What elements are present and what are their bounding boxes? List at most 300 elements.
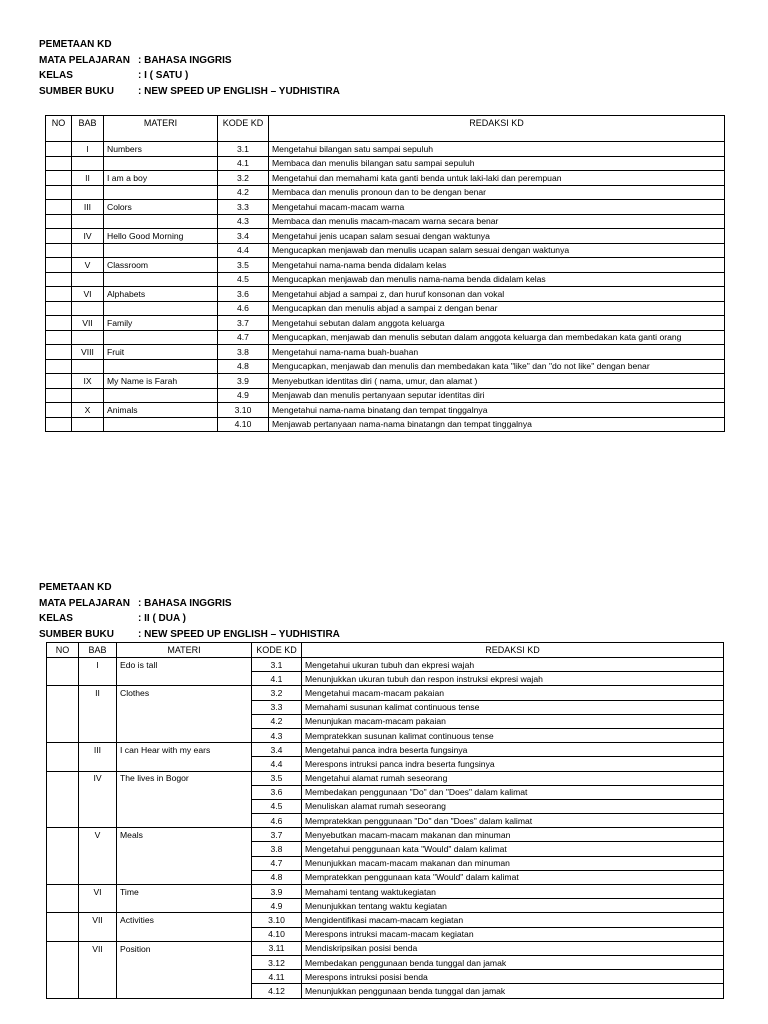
cell-redaksi-kd: Membaca dan menulis macam-macam warna secara benar: [269, 214, 725, 229]
table-row: [47, 984, 724, 998]
cell-no: [47, 941, 79, 955]
cell-redaksi-kd: Mengidentifikasi macam-macam kegiatan: [302, 913, 724, 927]
table-row: [47, 728, 724, 742]
cell-bab: III: [72, 200, 104, 215]
meta-value: : BAHASA INGGRIS: [138, 597, 232, 609]
cell-redaksi-kd: Mengetahui abjad a sampai z, dan huruf konsonan dan vokal: [269, 287, 725, 302]
meta-row-class: [39, 68, 340, 84]
cell-materi: Classroom: [104, 258, 218, 273]
cell-no: [47, 927, 79, 941]
table-row: [46, 330, 725, 345]
cell-materi: [104, 388, 218, 403]
table-row: [47, 757, 724, 771]
cell-no: [47, 743, 79, 757]
table-row: [47, 941, 724, 955]
cell-kode-kd: 3.5: [252, 771, 302, 785]
cell-kode-kd: 4.2: [218, 185, 269, 200]
cell-no: [46, 156, 72, 171]
cell-kode-kd: 3.5: [218, 258, 269, 273]
cell-kode-kd: 3.1: [218, 142, 269, 157]
meta-label: MATA PELAJARAN: [39, 54, 130, 66]
cell-materi: [104, 243, 218, 258]
cell-bab: [72, 243, 104, 258]
cell-no: [46, 287, 72, 302]
table-row: [46, 243, 725, 258]
cell-redaksi-kd: Mengetahui nama-nama binatang dan tempat tinggalnya: [269, 403, 725, 418]
cell-redaksi-kd: Mengucapkan menjawab dan menulis nama-nama benda didalam kelas: [269, 272, 725, 287]
cell-bab: [79, 714, 117, 728]
cell-bab: [79, 955, 117, 969]
cell-materi: [117, 856, 252, 870]
cell-bab: VI: [79, 885, 117, 899]
cell-no: [47, 658, 79, 672]
cell-bab: VII: [72, 316, 104, 331]
cell-bab: [79, 984, 117, 998]
meta-row-class: [39, 611, 340, 627]
cell-materi: [117, 757, 252, 771]
cell-redaksi-kd: Mendiskripsikan posisi benda: [302, 941, 724, 955]
cell-kode-kd: 3.7: [252, 828, 302, 842]
table-row: [47, 799, 724, 813]
cell-bab: [72, 330, 104, 345]
cell-no: [47, 856, 79, 870]
cell-materi: [104, 214, 218, 229]
table-row: [46, 287, 725, 302]
cell-bab: II: [72, 171, 104, 186]
col-header-redaksi-kd: REDAKSI KD: [302, 643, 724, 658]
cell-kode-kd: 4.9: [252, 899, 302, 913]
cell-redaksi-kd: Mengetahui jenis ucapan salam sesuai dengan waktunya: [269, 229, 725, 244]
table-row: [47, 842, 724, 856]
table-row: [47, 672, 724, 686]
cell-redaksi-kd: Menuliskan alamat rumah seseorang: [302, 799, 724, 813]
cell-kode-kd: 3.12: [252, 955, 302, 969]
cell-no: [46, 330, 72, 345]
cell-redaksi-kd: Menyebutkan macam-macam makanan dan minuman: [302, 828, 724, 842]
cell-redaksi-kd: Memahami tentang waktukegiatan: [302, 885, 724, 899]
cell-kode-kd: 3.8: [252, 842, 302, 856]
cell-kode-kd: 4.7: [252, 856, 302, 870]
cell-bab: I: [79, 658, 117, 672]
cell-no: [46, 403, 72, 418]
meta-label: MATA PELAJARAN: [39, 597, 130, 609]
section-2-header: [39, 580, 340, 642]
cell-redaksi-kd: Menunjukkan macam-macam makanan dan minuman: [302, 856, 724, 870]
cell-no: [47, 913, 79, 927]
cell-bab: [72, 417, 104, 432]
cell-bab: [72, 359, 104, 374]
cell-kode-kd: 4.7: [218, 330, 269, 345]
cell-materi: [117, 814, 252, 828]
cell-redaksi-kd: Merespons intruksi panca indra beserta fungsinya: [302, 757, 724, 771]
cell-redaksi-kd: Mempratekkan penggunaan "Do" dan "Does" dalam kalimat: [302, 814, 724, 828]
cell-bab: II: [79, 686, 117, 700]
cell-materi: Position: [117, 941, 252, 955]
cell-bab: VIII: [72, 345, 104, 360]
cell-kode-kd: 4.3: [218, 214, 269, 229]
table-row: [47, 870, 724, 884]
cell-materi: [104, 156, 218, 171]
cell-materi: Numbers: [104, 142, 218, 157]
cell-redaksi-kd: Membaca dan menulis bilangan satu sampai sepuluh: [269, 156, 725, 171]
cell-kode-kd: 4.11: [252, 970, 302, 984]
table-row: [47, 927, 724, 941]
cell-kode-kd: 4.4: [252, 757, 302, 771]
cell-kode-kd: 4.5: [252, 799, 302, 813]
cell-kode-kd: 4.8: [252, 870, 302, 884]
col-header-materi: MATERI: [104, 116, 218, 142]
cell-materi: [117, 984, 252, 998]
cell-materi: Time: [117, 885, 252, 899]
cell-bab: [79, 842, 117, 856]
cell-kode-kd: 4.3: [252, 728, 302, 742]
cell-materi: [104, 330, 218, 345]
cell-materi: [117, 927, 252, 941]
cell-no: [47, 984, 79, 998]
cell-no: [46, 200, 72, 215]
table-row: [46, 214, 725, 229]
cell-redaksi-kd: Mengucapkan dan menulis abjad a sampai z dengan benar: [269, 301, 725, 316]
table-row: [47, 658, 724, 672]
cell-redaksi-kd: Mengetahui nama-nama benda didalam kelas: [269, 258, 725, 273]
cell-redaksi-kd: Mengetahui nama-nama buah-buahan: [269, 345, 725, 360]
meta-value: : NEW SPEED UP ENGLISH – YUDHISTIRA: [138, 85, 340, 97]
col-header-bab: BAB: [72, 116, 104, 142]
cell-no: [46, 345, 72, 360]
cell-no: [47, 686, 79, 700]
cell-bab: IV: [72, 229, 104, 244]
col-header-no: NO: [46, 116, 72, 142]
table-row: [46, 345, 725, 360]
cell-no: [47, 814, 79, 828]
table-body: [46, 142, 725, 432]
cell-no: [46, 388, 72, 403]
meta-label: SUMBER BUKU: [39, 85, 114, 97]
col-header-no: NO: [47, 643, 79, 658]
meta-row-subject: [39, 53, 340, 69]
cell-materi: [104, 185, 218, 200]
kd-table-class-2: [46, 642, 724, 999]
cell-materi: [117, 799, 252, 813]
cell-redaksi-kd: Menunjukan macam-macam pakaian: [302, 714, 724, 728]
cell-kode-kd: 3.4: [252, 743, 302, 757]
cell-bab: [79, 870, 117, 884]
table-header-row: [46, 116, 725, 142]
cell-redaksi-kd: Menjawab pertanyaan nama-nama binatangn dan tempat tinggalnya: [269, 417, 725, 432]
table-body: [47, 658, 724, 999]
cell-materi: Colors: [104, 200, 218, 215]
cell-kode-kd: 4.12: [252, 984, 302, 998]
meta-label: SUMBER BUKU: [39, 628, 114, 640]
cell-bab: IX: [72, 374, 104, 389]
cell-redaksi-kd: Memahami susunan kalimat continuous tense: [302, 700, 724, 714]
table-row: [46, 200, 725, 215]
cell-no: [46, 272, 72, 287]
cell-redaksi-kd: Mengetahui alamat rumah seseorang: [302, 771, 724, 785]
table-row: [47, 856, 724, 870]
cell-materi: Fruit: [104, 345, 218, 360]
cell-kode-kd: 3.3: [252, 700, 302, 714]
cell-redaksi-kd: Menunjukkan tentang waktu kegiatan: [302, 899, 724, 913]
cell-kode-kd: 3.2: [218, 171, 269, 186]
cell-no: [47, 728, 79, 742]
cell-no: [47, 700, 79, 714]
table-row: [46, 171, 725, 186]
table-row: [47, 785, 724, 799]
table-row: [47, 700, 724, 714]
table-row: [47, 970, 724, 984]
cell-no: [47, 842, 79, 856]
kd-table-class-1: [45, 115, 725, 432]
cell-bab: III: [79, 743, 117, 757]
cell-no: [46, 243, 72, 258]
cell-bab: [72, 272, 104, 287]
cell-materi: [117, 899, 252, 913]
table-row: [46, 301, 725, 316]
cell-redaksi-kd: Mempratekkan penggunaan kata "Would" dalam kalimat: [302, 870, 724, 884]
cell-materi: [117, 842, 252, 856]
cell-no: [47, 870, 79, 884]
cell-kode-kd: 3.8: [218, 345, 269, 360]
cell-kode-kd: 4.10: [218, 417, 269, 432]
cell-materi: Hello Good Morning: [104, 229, 218, 244]
cell-materi: [117, 970, 252, 984]
cell-materi: [117, 955, 252, 969]
cell-materi: Meals: [117, 828, 252, 842]
cell-kode-kd: 3.10: [252, 913, 302, 927]
cell-redaksi-kd: Menunjukkan penggunaan benda tunggal dan jamak: [302, 984, 724, 998]
table-row: [46, 229, 725, 244]
table-row: [47, 828, 724, 842]
cell-bab: [72, 214, 104, 229]
cell-bab: VII: [79, 941, 117, 955]
cell-materi: [104, 272, 218, 287]
cell-redaksi-kd: Membedakan penggunaan benda tunggal dan jamak: [302, 955, 724, 969]
cell-kode-kd: 4.5: [218, 272, 269, 287]
cell-redaksi-kd: Mempratekkan susunan kalimat continuous tense: [302, 728, 724, 742]
cell-bab: X: [72, 403, 104, 418]
cell-redaksi-kd: Mengetahui sebutan dalam anggota keluarga: [269, 316, 725, 331]
cell-redaksi-kd: Mengetahui ukuran tubuh dan ekpresi wajah: [302, 658, 724, 672]
cell-kode-kd: 3.6: [252, 785, 302, 799]
table-row: [46, 156, 725, 171]
meta-value: : BAHASA INGGRIS: [138, 54, 232, 66]
cell-materi: [117, 785, 252, 799]
table-row: [46, 142, 725, 157]
cell-no: [47, 885, 79, 899]
cell-redaksi-kd: Mengetahui macam-macam warna: [269, 200, 725, 215]
cell-bab: [79, 970, 117, 984]
cell-materi: I can Hear with my ears: [117, 743, 252, 757]
col-header-bab: BAB: [79, 643, 117, 658]
cell-materi: I am a boy: [104, 171, 218, 186]
cell-redaksi-kd: Mengucapkan, menjawab dan menulis sebutan dalam anggota keluarga dan membedakan kata ganti orang: [269, 330, 725, 345]
table-row: [46, 374, 725, 389]
cell-no: [46, 258, 72, 273]
table-row: [46, 417, 725, 432]
cell-bab: [79, 927, 117, 941]
cell-redaksi-kd: Mengucapkan, menjawab dan menulis dan membedakan kata "like" dan "do not like" dengan benar: [269, 359, 725, 374]
meta-row-source: [39, 627, 340, 643]
meta-value: : NEW SPEED UP ENGLISH – YUDHISTIRA: [138, 628, 340, 640]
cell-kode-kd: 4.2: [252, 714, 302, 728]
cell-bab: [79, 814, 117, 828]
table-row: [47, 686, 724, 700]
cell-materi: Edo is tall: [117, 658, 252, 672]
cell-materi: Alphabets: [104, 287, 218, 302]
cell-redaksi-kd: Membaca dan menulis pronoun dan to be dengan benar: [269, 185, 725, 200]
cell-kode-kd: 4.8: [218, 359, 269, 374]
cell-redaksi-kd: Merespons intruksi macam-macam kegiatan: [302, 927, 724, 941]
cell-bab: [79, 672, 117, 686]
meta-label: KELAS: [39, 613, 73, 624]
meta-row-subject: [39, 596, 340, 612]
cell-kode-kd: 3.9: [252, 885, 302, 899]
cell-bab: I: [72, 142, 104, 157]
table-row: [47, 743, 724, 757]
cell-bab: [79, 728, 117, 742]
cell-bab: [79, 899, 117, 913]
table-row: [47, 771, 724, 785]
cell-bab: VII: [79, 913, 117, 927]
cell-kode-kd: 3.1: [252, 658, 302, 672]
cell-materi: [117, 870, 252, 884]
cell-kode-kd: 4.10: [252, 927, 302, 941]
table-row: [46, 316, 725, 331]
table-row: [46, 185, 725, 200]
section-2-title: PEMETAAN KD: [39, 582, 112, 593]
cell-kode-kd: 4.1: [218, 156, 269, 171]
cell-materi: Activities: [117, 913, 252, 927]
cell-materi: [104, 301, 218, 316]
cell-no: [46, 316, 72, 331]
cell-bab: [79, 757, 117, 771]
cell-materi: [117, 728, 252, 742]
cell-redaksi-kd: Menjawab dan menulis pertanyaan seputar identitas diri: [269, 388, 725, 403]
cell-no: [46, 359, 72, 374]
cell-no: [47, 771, 79, 785]
col-header-kode-kd: KODE KD: [252, 643, 302, 658]
cell-bab: [72, 301, 104, 316]
cell-kode-kd: 3.9: [218, 374, 269, 389]
cell-no: [46, 142, 72, 157]
cell-no: [46, 171, 72, 186]
cell-redaksi-kd: Mengetahui bilangan satu sampai sepuluh: [269, 142, 725, 157]
cell-redaksi-kd: Menyebutkan identitas diri ( nama, umur, dan alamat ): [269, 374, 725, 389]
cell-kode-kd: 4.4: [218, 243, 269, 258]
cell-materi: [104, 359, 218, 374]
cell-no: [47, 970, 79, 984]
cell-bab: [72, 156, 104, 171]
table-row: [47, 714, 724, 728]
meta-value: : I ( SATU ): [138, 70, 189, 81]
table-row: [46, 272, 725, 287]
cell-bab: IV: [79, 771, 117, 785]
cell-kode-kd: 3.2: [252, 686, 302, 700]
cell-materi: The lives in Bogor: [117, 771, 252, 785]
cell-no: [47, 757, 79, 771]
table-row: [47, 955, 724, 969]
table-row: [47, 814, 724, 828]
col-header-redaksi-kd: REDAKSI KD: [269, 116, 725, 142]
cell-bab: [79, 700, 117, 714]
cell-redaksi-kd: Mengetahui penggunaan kata "Would" dalam kalimat: [302, 842, 724, 856]
table-row: [46, 403, 725, 418]
section-1-header: [39, 37, 340, 99]
cell-bab: [79, 799, 117, 813]
cell-no: [47, 799, 79, 813]
cell-materi: Clothes: [117, 686, 252, 700]
cell-no: [46, 229, 72, 244]
cell-kode-kd: 3.3: [218, 200, 269, 215]
cell-no: [47, 828, 79, 842]
table-header-row: [47, 643, 724, 658]
table-row: [46, 258, 725, 273]
table-row: [47, 899, 724, 913]
cell-kode-kd: 4.6: [218, 301, 269, 316]
cell-no: [47, 785, 79, 799]
cell-no: [46, 374, 72, 389]
cell-no: [46, 417, 72, 432]
cell-materi: [117, 700, 252, 714]
table-row: [47, 885, 724, 899]
cell-no: [47, 955, 79, 969]
table-row: [46, 359, 725, 374]
cell-materi: My Name is Farah: [104, 374, 218, 389]
cell-bab: [72, 388, 104, 403]
meta-row-source: [39, 84, 340, 100]
cell-redaksi-kd: Mengetahui dan memahami kata ganti benda untuk laki-laki dan perempuan: [269, 171, 725, 186]
cell-redaksi-kd: Mengucapkan menjawab dan menulis ucapan salam sesuai dengan waktunya: [269, 243, 725, 258]
cell-kode-kd: 4.9: [218, 388, 269, 403]
cell-no: [46, 185, 72, 200]
cell-kode-kd: 4.6: [252, 814, 302, 828]
cell-no: [46, 301, 72, 316]
cell-materi: [117, 672, 252, 686]
cell-bab: [79, 856, 117, 870]
cell-no: [47, 672, 79, 686]
col-header-kode-kd: KODE KD: [218, 116, 269, 142]
cell-no: [47, 714, 79, 728]
cell-redaksi-kd: Membedakan penggunaan "Do" dan "Does" dalam kalimat: [302, 785, 724, 799]
section-1-title: PEMETAAN KD: [39, 39, 112, 50]
cell-kode-kd: 3.11: [252, 941, 302, 955]
cell-kode-kd: 3.6: [218, 287, 269, 302]
cell-no: [46, 214, 72, 229]
cell-kode-kd: 3.7: [218, 316, 269, 331]
cell-redaksi-kd: Menunjukkan ukuran tubuh dan respon instruksi ekpresi wajah: [302, 672, 724, 686]
cell-materi: [104, 417, 218, 432]
cell-materi: [117, 714, 252, 728]
cell-redaksi-kd: Mengetahui panca indra beserta fungsinya: [302, 743, 724, 757]
cell-redaksi-kd: Merespons intruksi posisi benda: [302, 970, 724, 984]
cell-bab: VI: [72, 287, 104, 302]
cell-bab: [72, 185, 104, 200]
cell-bab: V: [79, 828, 117, 842]
cell-bab: V: [72, 258, 104, 273]
cell-kode-kd: 3.4: [218, 229, 269, 244]
cell-redaksi-kd: Mengetahui macam-macam pakaian: [302, 686, 724, 700]
table-row: [47, 913, 724, 927]
cell-materi: Animals: [104, 403, 218, 418]
cell-kode-kd: 4.1: [252, 672, 302, 686]
cell-bab: [79, 785, 117, 799]
cell-kode-kd: 3.10: [218, 403, 269, 418]
table-row: [46, 388, 725, 403]
col-header-materi: MATERI: [117, 643, 252, 658]
cell-materi: Family: [104, 316, 218, 331]
cell-no: [47, 899, 79, 913]
